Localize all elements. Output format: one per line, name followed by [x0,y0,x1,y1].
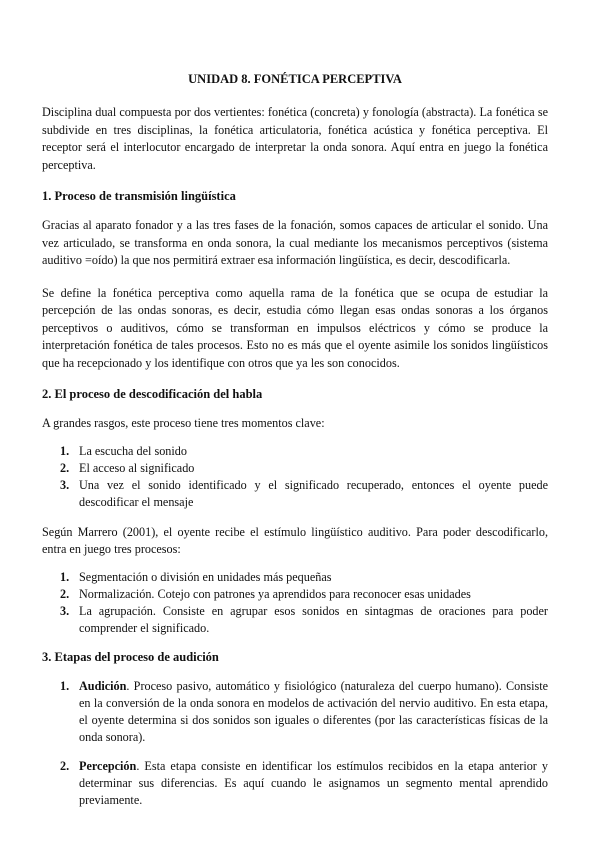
section-3-heading: 3. Etapas del proceso de audición [42,649,219,664]
list-item: 3. Una vez el sonido identificado y el significado recuperado, entonces el oyente puede descodificar el mensaje [60,477,548,509]
list-item: 3. La agrupación. Consiste en agrupar esos sonidos en sintagmas de oraciones para poder comprender el significado. [60,603,548,635]
key-moments-list [42,443,548,511]
section-1-paragraph-1: Gracias al aparato fonador y a las tres fases de la fonación, somos capaces de articular el sonido. Una vez articulado, se transforma en onda sonora, la cual mediante los mecanismos perceptivos (sistema auditivo =oído) la que nos permitirá extraer esa información lingüística, es decir, descodificarla. [42,218,548,267]
section-2-paragraph-2: Según Marrero (2001), el oyente recibe el estímulo lingüístico auditivo. Para poder descodificarlo, entra en juego tres procesos: [42,524,548,556]
processes-list [42,569,548,637]
intro-paragraph: Disciplina dual compuesta por dos vertientes: fonética (concreta) y fonología (abstracta). La fonética se subdivide en tres disciplinas, la fonética articulatoria, fonética acústica y fonética perceptiva. El receptor será el interlocutor encargado de interpretar la onda sonora. Aquí entra en juego la fonética perceptiva. [42,105,548,172]
list-item: 1. Segmentación o división en unidades más pequeñas [60,569,332,584]
document-title: UNIDAD 8. FONÉTICA PERCEPTIVA [188,72,402,86]
list-item: 2. El acceso al significado [60,460,195,475]
section-2-paragraph-1: A grandes rasgos, este proceso tiene tres momentos clave: [42,416,325,430]
list-item: 1. La escucha del sonido [60,443,187,458]
list-item: 2. Normalización. Cotejo con patrones ya aprendidos para reconocer esas unidades [60,586,471,601]
list-item: 2. Percepción. Esta etapa consiste en identificar los estímulos recibidos en la etapa anterior y determinar sus diferencias. Es aquí cuando le asignamos un segmento mental aprendido previamente. [60,758,548,807]
section-2-heading: 2. El proceso de descodificación del habla [42,387,263,401]
stages-list [42,678,548,809]
section-1-heading: 1. Proceso de transmisión lingüística [42,189,236,203]
list-item: 1. Audición. Proceso pasivo, automático y fisiológico (naturaleza del cuerpo humano). Consiste en la conversión de la onda sonora en modelos de activación del nervio auditivo. En esta etapa, el oyente determina si dos sonidos son iguales o diferentes (por las características físicas de la onda sonora). [60,678,548,744]
section-1-paragraph-2: Se define la fonética perceptiva como aquella rama de la fonética que se ocupa de estudiar la percepción de las ondas sonoras, es decir, estudia cómo llegan esas ondas sonoras a los órganos perceptivos o auditivos, cómo se transforman en impulsos eléctricos y cómo se produce la interpretación fonética de tales procesos. Esto no es más que el oyente asimile los sonidos lingüísticos que ha recepcionado y los identifique con otros que ya les son conocidos. [42,285,548,370]
